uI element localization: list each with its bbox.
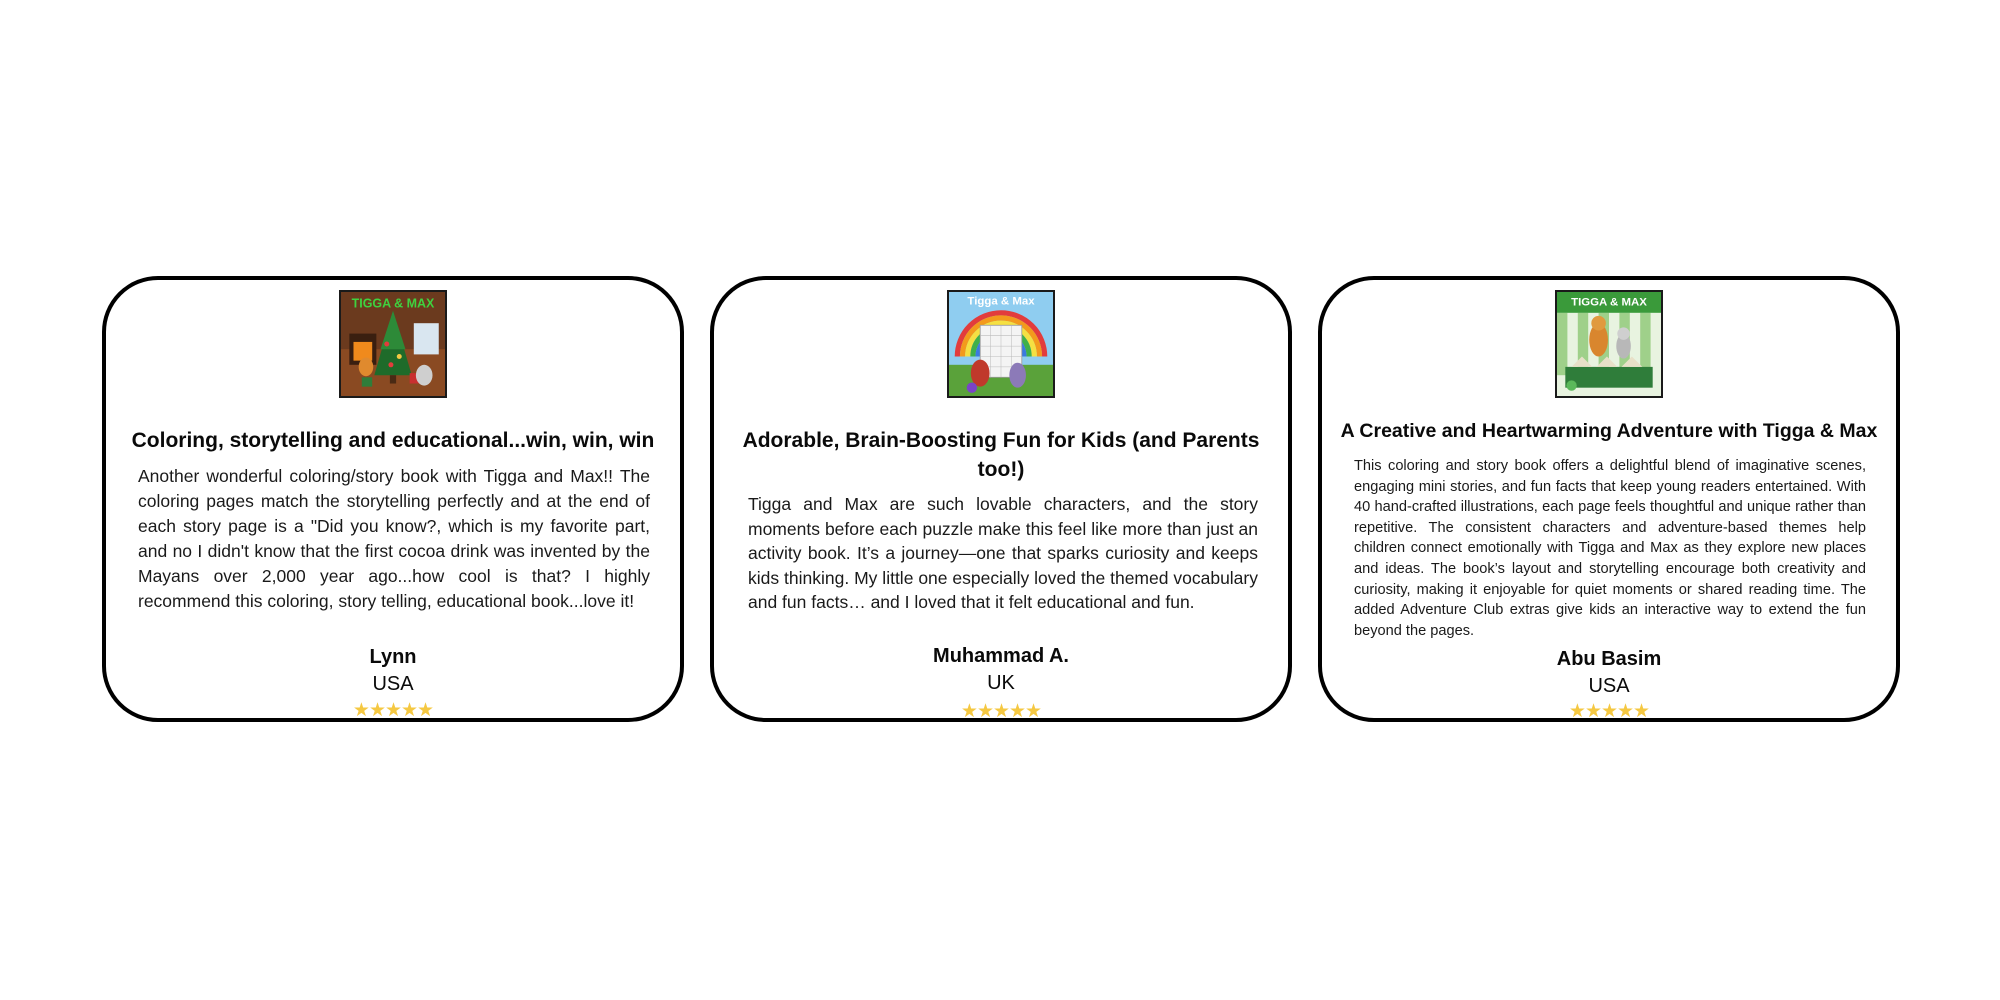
review-title: Coloring, storytelling and educational...win, win, win: [131, 429, 655, 452]
testimonial-card: [102, 276, 684, 722]
review-text: This coloring and story book offers a delightful blend of imaginative scenes, engaging mini stories, and fun facts that keep young readers entertained. With 40 hand-crafted illustrations, each page feels thoughtful and unique rather than repetitive. The consistent characters and adventure-based themes help children connect emotionally with Tigga and Max as they explore new places and ideas. The book’s layout and storytelling encourage both creativity and curiosity, making it enjoyable for quiet moments or shared reading time. The added Adventure Club extras give kids an interactive way to extend the fun beyond the pages.: [1354, 458, 1866, 639]
reviewer-country: USA: [1588, 675, 1630, 697]
review-title: A Creative and Heartwarming Adventure with Tigga & Max: [1340, 420, 1878, 442]
svg-text:TIGGA & MAX: TIGGA & MAX: [1571, 296, 1647, 309]
testimonial-card: [1318, 276, 1900, 722]
book-cover-christmas-icon: [341, 292, 445, 396]
review-title: Adorable, Brain-Boosting Fun for Kids (and Parents too!): [742, 429, 1260, 481]
reviewer-name: Abu Basim: [1556, 648, 1662, 670]
reviewer-name: Muhammad A.: [933, 645, 1069, 667]
book-cover-image: [947, 290, 1055, 398]
review-text: Tigga and Max are such lovable characters, and the story moments before each puzzle make this feel like more than just an activity book. It’s a journey—one that sparks curiosity and keeps kids thinking. My little one especially loved the themed vocabulary and fun facts… and I loved that it felt educational and fun.: [748, 494, 1258, 612]
book-cover-image: [1555, 290, 1663, 398]
book-cover-image: [339, 290, 447, 398]
testimonial-card: [710, 276, 1292, 722]
star-rating: ★★★★★: [960, 700, 1042, 722]
svg-text:TIGGA & MAX: TIGGA & MAX: [351, 296, 435, 311]
review-text: Another wonderful coloring/story book with Tigga and Max!! The coloring pages match the storytelling perfectly and at the end of each story page is a "Did you know?, which is my favorite part, and no I didn't know that the first cocoa drink was invented by the Mayans over 2,000 year ago...how cool is that? I highly recommend this coloring, story telling, educational book...love it!: [138, 466, 650, 611]
star-rating: ★★★★★: [1568, 700, 1650, 722]
reviewer-country: USA: [372, 673, 414, 695]
reviewer-name: Lynn: [369, 646, 417, 668]
svg-text:Tigga & Max: Tigga & Max: [967, 295, 1035, 308]
book-cover-rainbow-icon: [949, 292, 1053, 396]
book-cover-circus-icon: [1557, 292, 1661, 396]
star-rating: ★★★★★: [352, 699, 434, 721]
reviewer-country: UK: [987, 672, 1015, 694]
